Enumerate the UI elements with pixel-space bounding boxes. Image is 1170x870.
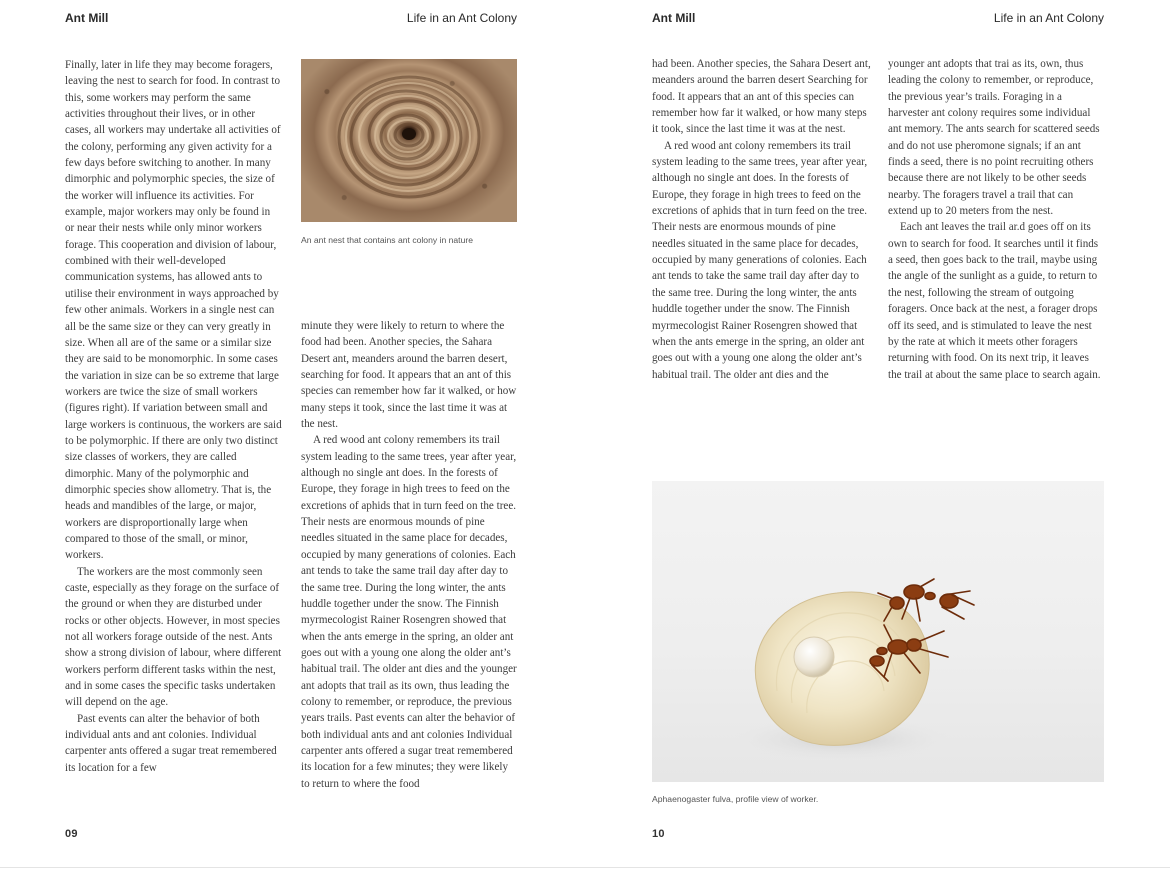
- figure-caption: Aphaenogaster fulva, profile view of worker.: [652, 794, 819, 804]
- figure-caption: An ant nest that contains ant colony in nature: [301, 235, 473, 245]
- paragraph: Each ant leaves the trail ar.d goes off on its own to search for food. It searches until it finds a seed, then goes back to the trail, maybe using the angle of the sunlight as a guide, to return to the nest, following the stream of outgoing foragers. Once back at the nest, a forager drops off its seed, and is stimulated to leave the nest by the rate at which it meets other foragers returning with food. On its next trip, it leaves the trail at about the same place to search again.: [888, 221, 1101, 381]
- running-header-brand: Ant Mill: [652, 11, 696, 25]
- running-header-brand: Ant Mill: [65, 11, 109, 25]
- right-page: [587, 0, 1170, 868]
- running-header-title: Life in an Ant Colony: [993, 11, 1104, 25]
- ant-nest-photo: [301, 59, 517, 222]
- ant-photo: [652, 481, 1104, 782]
- paragraph: minute they were likely to return to where the food had been. Another species, the Sahara Desert ant, meanders around the barren desert, searching for food. It appears that an ant of this species can remember how far it walked, or how many steps it took, since the last time it was at the nest.: [301, 320, 517, 431]
- right-column-2: [888, 56, 1104, 383]
- paragraph: Finally, later in life they may become foragers, leaving the nest to search for food. In contrast to this, some workers may perform the same activities throughout their lives, or in other cases, all workers may undertake all activities of the colony, performing any given activity for a few days before switching to another. In many dimorphic and polymorphic species, the size of the worker will influence its activities. For example, major workers may only be found in or near their nests while only minor workers forage. This cooperation and division of labour, combined with their well-developed communication systems, has allowed ants to utilise their environment in ways approached by few other animals. Workers in a single nest can all be the same size or they can very greatly in size. When all are of the same or a similar size they are said to be monomorphic. In some cases the variation in size can be so extreme that large workers are twice the size of small workers (figures right). If variation between small and large workers is continuous, the workers are said to be polymorphic. If there are only two distinct size classes of workers, they are called dimorphic. Many of the polymorphic and dimorphic species show allometry. That is, the heads and mandibles of the large, or major, workers are disproportionally large when compared to those of the small, or minor, workers.: [65, 59, 282, 562]
- right-column-1: [652, 56, 871, 383]
- left-column-2: [301, 318, 519, 792]
- left-page: [0, 0, 585, 868]
- paragraph: younger ant adopts that trai as its, own, thus leading the colony to remember, or reproduce, the previous year’s trails. Foraging in a harvester ant colony requires some individual ant memory. The ants search for scattered seeds and do not use pheromone signals; if an ant finds a seed, there is no point recruiting others because there are not likely to be other seeds nearby. The foragers travel a trail that can extend up to 20 meters from the nest.: [888, 58, 1100, 218]
- paragraph: had been. Another species, the Sahara Desert ant, meanders around the barren desert Searching for food. It appears that an ant of this species can remember how far it walked, or how many steps it took, since the last time it was at the nest.: [652, 58, 871, 136]
- paragraph: The workers are the most commonly seen caste, especially as they forage on the surface of the ground or when they are disturbed under rocks or other objects. However, in most species not all workers forage outside of the nest. Ants show a strong division of labour, where different workers perform different tasks within the nest, and in some cases the specific tasks undertaken will depend on the age.: [65, 565, 282, 709]
- left-column-1: [65, 57, 282, 776]
- paragraph: Past events can alter the behavior of both individual ants and ant colonies. Individual carpenter ants offered a sugar treat remembered its location for a few: [65, 712, 277, 774]
- page-number: 09: [65, 828, 78, 840]
- page-number: 10: [652, 828, 665, 840]
- bottom-divider: [0, 867, 1170, 868]
- running-header-title: Life in an Ant Colony: [406, 11, 517, 25]
- paragraph: A red wood ant colony remembers its trail system leading to the same trees, year after year, although no single ant does. In the forests of Europe, they forage in high trees to feed on the excretions of aphids that in turn feed on the tree. Their nests are enormous mounds of pine needles situated in the same place for decades, occupied by many generations of colonies. Each ant tends to take the same trail day after day to the same tree. During the long winter, the ants huddle together under the snow. The Finnish myrmecologist Rainer Rosengren showed that when the ants emerge in the spring, an older ant goes out with a young one along the older ant’s habitual trail. The older ant dies and the younger ant adopts that trail as its own, thus leading the colony to remember, or reproduce, the previous years trails. Past events can alter the behavior of both individual ants and ant colonies Individual carpenter ants offered a sugar treat remembered its location for a few minutes; they were likely to return to where the food: [301, 434, 517, 790]
- paragraph: A red wood ant colony remembers its trail system leading to the same trees, year after year, although no single ant does. In the forests of Europe, they forage in high trees to feed on the excretions of aphids that in turn feed on the tree. Their nests are enormous mounds of pine needles situated in the same place for decades, occupied by many generations of colonies. Each ant tends to take the same trail day after day to the same tree. During the long winter, the ants huddle together under the snow. The Finnish myrmecologist Rainer Rosengren showed that when the ants emerge in the spring, an older ant goes out with a young one along the older ant’s habitual trail. The older ant dies and the: [652, 139, 868, 381]
